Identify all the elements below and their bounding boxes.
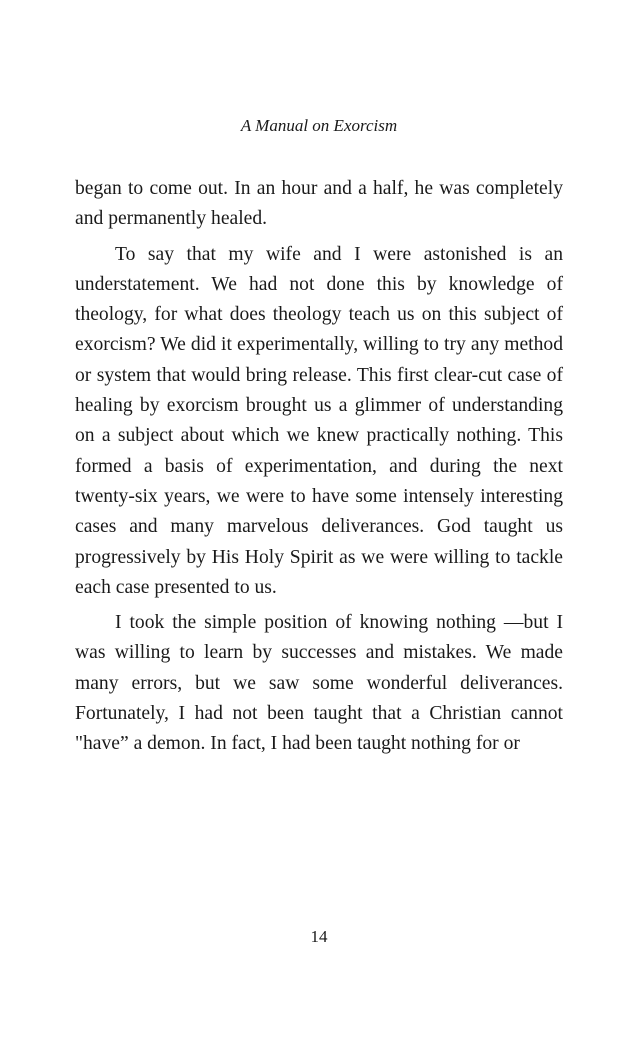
page-number: 14 <box>310 927 328 946</box>
running-title: A Manual on Exorcism <box>240 116 398 135</box>
paragraph-continuation: began to come out. In an hour and a half, he was completely and permanently healed. <box>75 178 563 230</box>
page-body <box>75 174 563 765</box>
paragraph-astonished: To say that my wife and I were astonished is an understatement. We had not done this by knowledge of theology, for what does theology teach us on this subject of exorcism? We did it experimentally, willing to try any method or system that would bring release. This first clear-cut case of healing by exorcism brought us a glimmer of understanding on a subject about which we knew practically nothing. This formed a basis of experimentation, and during the next twenty-six years, we were to have some intensely interesting cases and many marvelous deliverances. God taught us progressively by His Holy Spirit as we were willing to tackle each case presented to us. <box>75 243 563 598</box>
paragraph-knowing-nothing: I took the simple position of knowing nothing —but I was willing to learn by successes and mistakes. We made many errors, but we saw some wonderful deliverances. Fortunately, I had not been taught that a Christian cannot "have” a demon. In fact, I had been taught nothing for or <box>75 612 563 755</box>
